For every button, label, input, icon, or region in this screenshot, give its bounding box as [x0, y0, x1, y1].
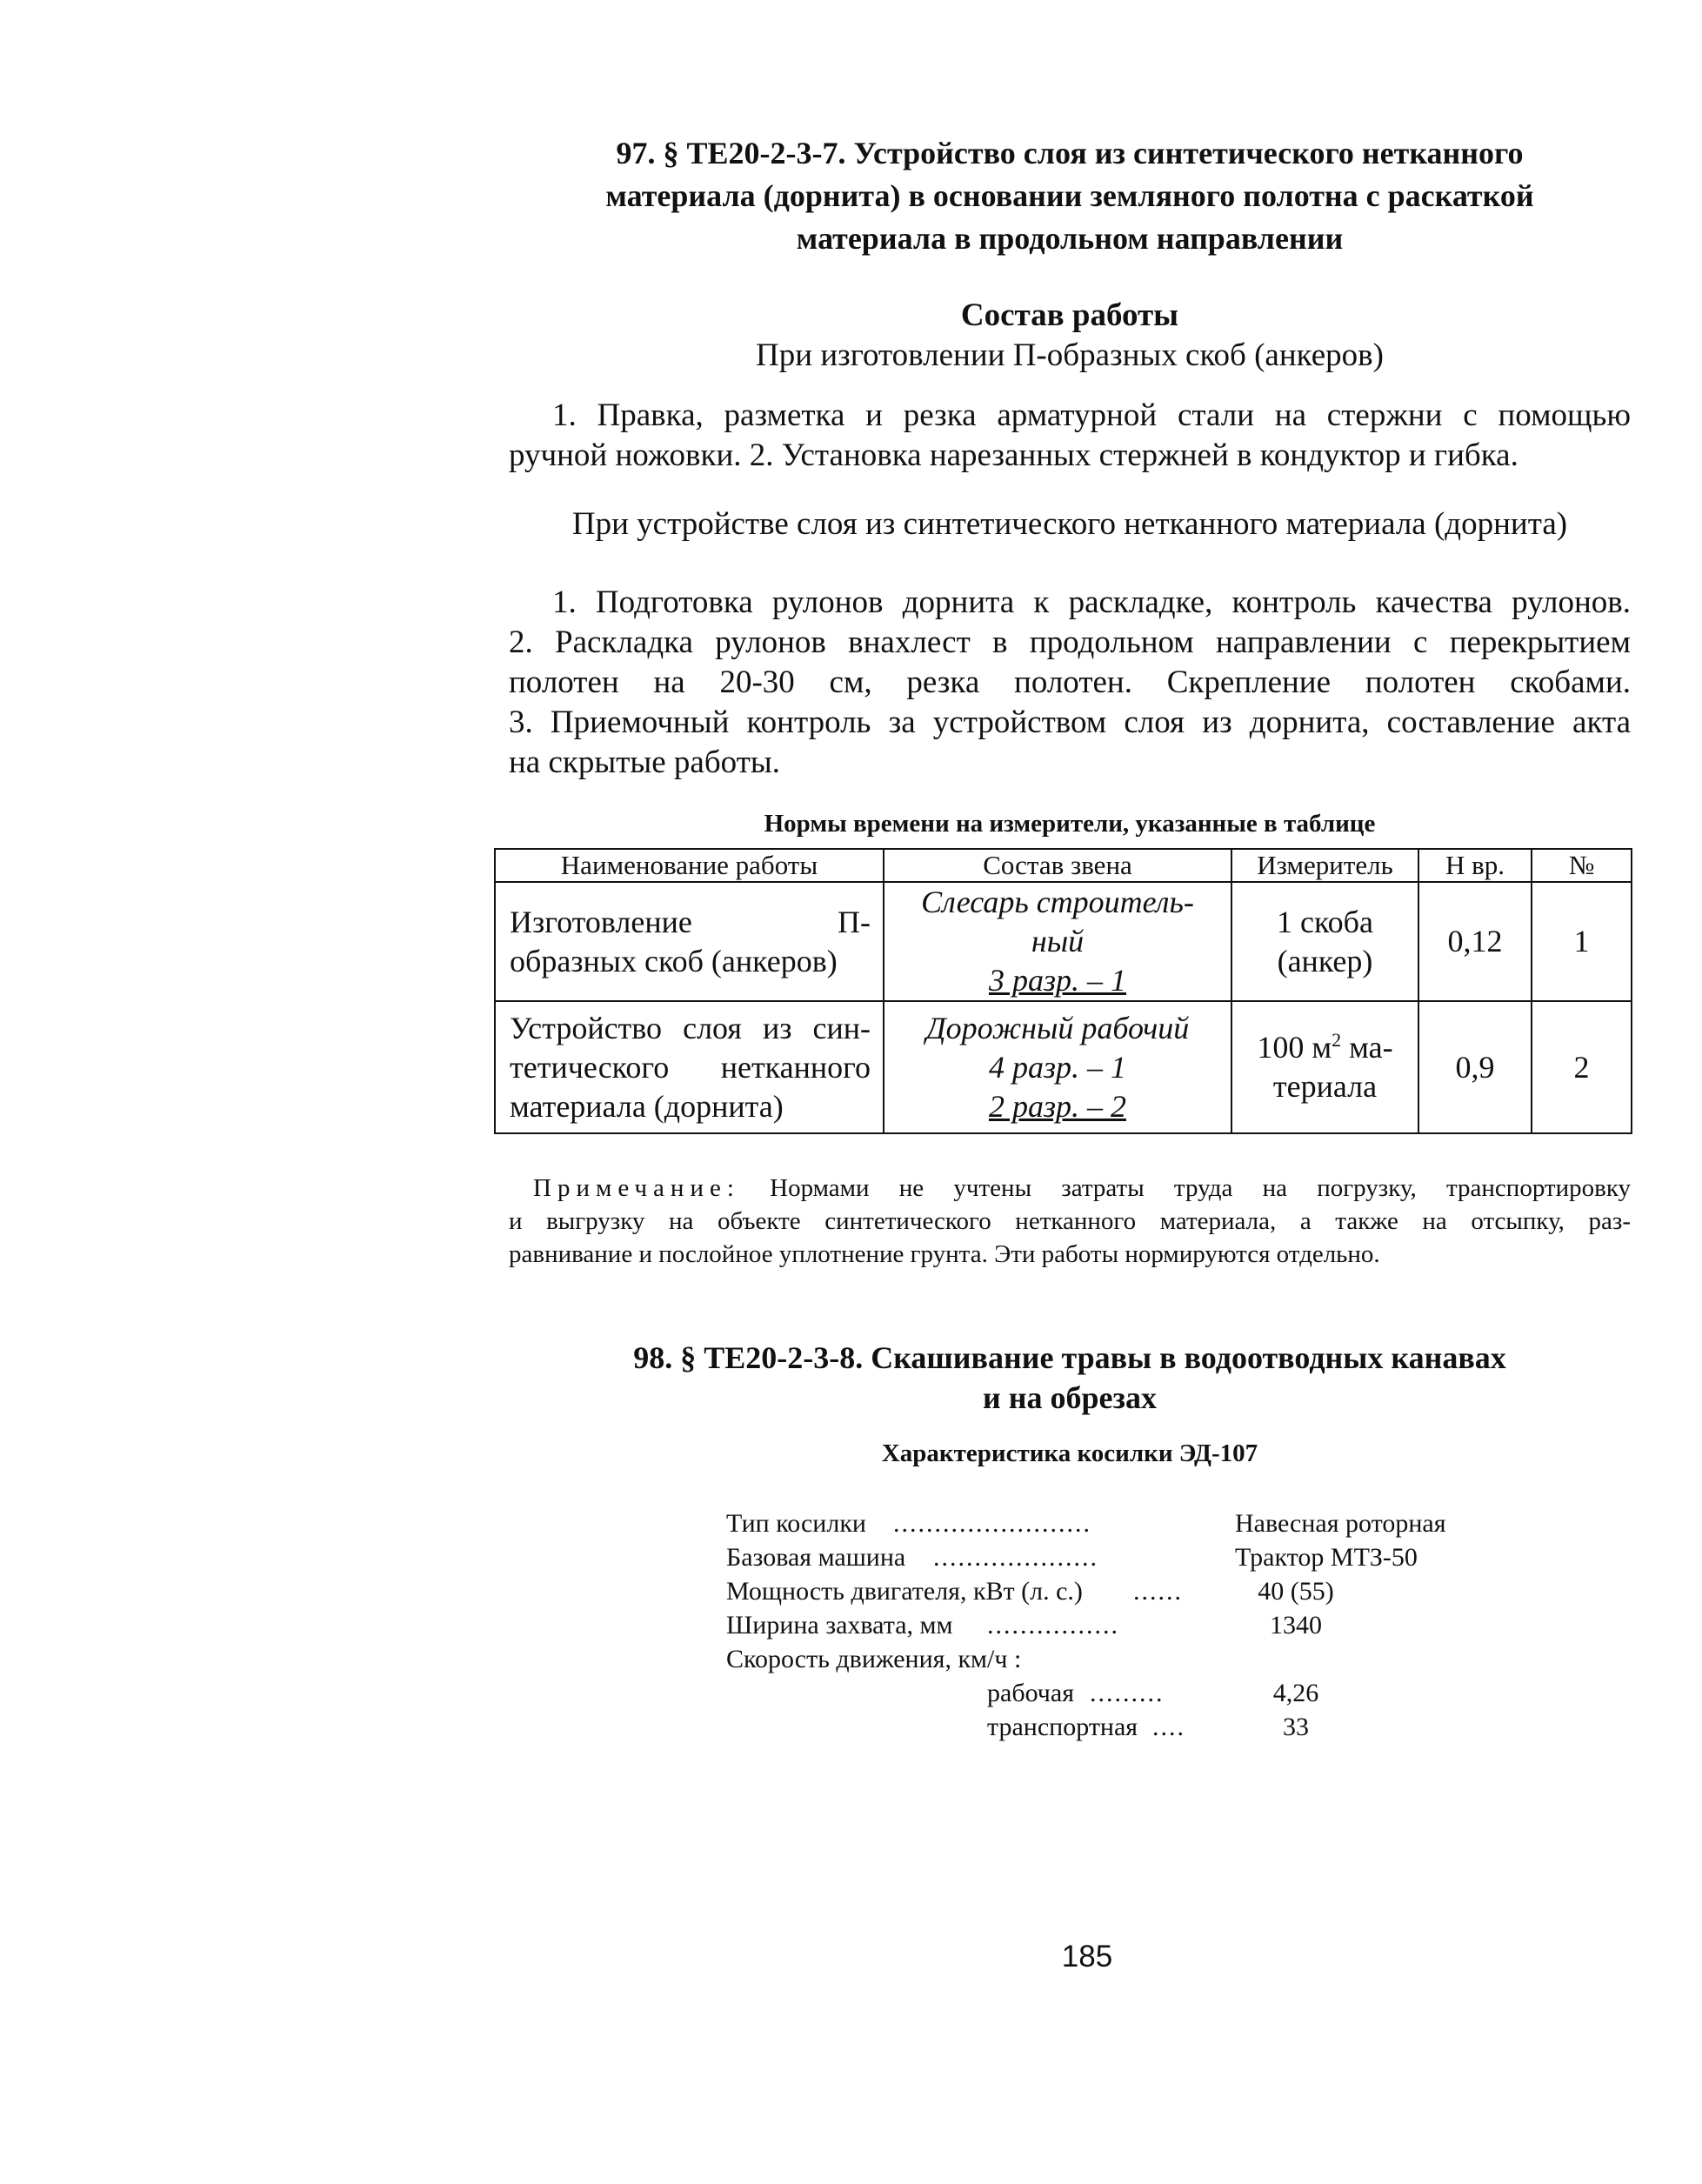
note-line — [509, 1172, 1631, 1205]
paragraph-line: 2. Раскладка рулонов внахлест в продольном направлении с перекрытием — [509, 624, 1631, 660]
cell-line — [1239, 1028, 1411, 1067]
cell-line: Устройство слоя из син- — [510, 1010, 871, 1045]
cell-line: материала (дорнита) — [510, 1088, 784, 1124]
spec-label: рабочая — [987, 1679, 1075, 1707]
section-97-title — [509, 132, 1631, 260]
cell-unit — [1231, 882, 1418, 1001]
spec-value: Навесная роторная — [1235, 1509, 1446, 1538]
cell-work-name — [495, 1001, 884, 1133]
cell-line: образных скоб (анкеров) — [510, 943, 838, 978]
spec-row — [726, 1642, 1509, 1676]
composition-title: Состав работы — [960, 297, 1179, 333]
table-row — [495, 1001, 1632, 1133]
paragraph-anchors — [509, 396, 1631, 476]
composition-subtitle: При изготовлении П-образных скоб (анкеров) — [756, 337, 1384, 373]
paragraph-line: ручной ножовки. 2. Установка нарезанных стержней в кондуктор и гибка. — [509, 437, 1518, 473]
header-work-name: Наименование работы — [495, 849, 884, 882]
table-row — [495, 882, 1632, 1001]
section-98-title-line: и на обрезах — [983, 1380, 1157, 1415]
spec-row — [726, 1506, 1509, 1540]
paragraph-line: 1. Подготовка рулонов дорнита к раскладке, контроль качества рулонов. — [552, 584, 1631, 620]
spec-row — [726, 1574, 1509, 1608]
cell-norm: 0,12 — [1418, 882, 1532, 1001]
spec-value: Трактор МТЗ-50 — [1235, 1543, 1418, 1572]
header-team: Состав звена — [884, 849, 1231, 882]
unit-text: ма- — [1341, 1030, 1393, 1065]
note-line: равнивание и послойное уплотнение грунта. Эти работы нормируются отдельно. — [509, 1240, 1380, 1268]
cell-number: 1 — [1532, 882, 1632, 1001]
section-97-title-line: 97. § ТЕ20-2-3-7. Устройство слоя из синтетического нетканного — [616, 136, 1524, 170]
cell-line: 3 разр. – 1 — [988, 963, 1127, 998]
spec-label: Тип косилки — [726, 1509, 866, 1538]
paragraph-dornit-steps — [509, 583, 1631, 783]
table-note — [509, 1172, 1631, 1271]
note-line: и выгрузку на объекте синтетического нетканного материала, а также на отсыпку, раз- — [509, 1207, 1631, 1235]
cell-line: (анкер) — [1277, 943, 1373, 978]
table-title: Нормы времени на измерители, указанные в таблице — [764, 810, 1376, 838]
spec-label: Скорость движения, км/ч : — [726, 1645, 1022, 1673]
cell-line: ный — [1031, 924, 1085, 958]
paragraph-line: на скрытые работы. — [509, 745, 780, 780]
spec-dots: .... — [1152, 1713, 1185, 1741]
section-97-title-line: материала в продольном направлении — [796, 221, 1344, 256]
section-97-title-line: материала (дорнита) в основании земляного полотна с раскаткой — [605, 178, 1534, 213]
spec-row — [726, 1608, 1509, 1642]
paragraph-line: 3. Приемочный контроль за устройством слоя из дорнита, составление акта — [509, 705, 1631, 740]
cell-line: Слесарь строитель- — [921, 885, 1194, 919]
spec-value: 40 (55) — [1258, 1577, 1334, 1606]
paragraph-dornit-heading: При устройстве слоя из синтетического нетканного материала (дорнита) — [571, 506, 1568, 542]
cell-norm: 0,9 — [1418, 1001, 1532, 1133]
note-label: Примечание: — [533, 1174, 740, 1202]
cell-line: Изготовление П- — [510, 904, 871, 939]
spec-value: 1340 — [1270, 1611, 1322, 1640]
spec-label: транспортная — [987, 1713, 1138, 1741]
norms-table — [494, 848, 1632, 1134]
cell-team — [884, 882, 1231, 1001]
cell-line: 1 скоба — [1277, 904, 1373, 939]
spec-value: 33 — [1283, 1713, 1309, 1741]
spec-label: Ширина захвата, мм — [726, 1611, 953, 1640]
spec-value: 4,26 — [1272, 1679, 1319, 1707]
cell-line: Дорожный рабочий — [925, 1010, 1190, 1045]
spec-label: Базовая машина — [726, 1543, 906, 1572]
header-unit: Измеритель — [1231, 849, 1418, 882]
table-header-row — [495, 849, 1632, 882]
header-number: № — [1532, 849, 1632, 882]
paragraph-line: 1. Правка, разметка и резка арматурной стали на стержни с помощью — [552, 397, 1631, 433]
paragraph-line: полотен на 20-30 см, резка полотен. Скрепление полотен скобами. — [509, 665, 1631, 700]
cell-line: териала — [1272, 1069, 1378, 1104]
characteristics-title: Характеристика косилки ЭД-107 — [881, 1439, 1258, 1467]
unit-text: 100 м — [1257, 1030, 1332, 1065]
spec-row — [726, 1676, 1509, 1710]
cell-team — [884, 1001, 1231, 1133]
cell-unit — [1231, 1001, 1418, 1133]
spec-dots: .................... — [933, 1543, 1098, 1572]
spec-dots: ................ — [987, 1611, 1119, 1640]
cell-line: 2 разр. – 2 — [988, 1088, 1127, 1124]
mower-specs — [726, 1506, 1509, 1744]
cell-line: 4 разр. – 1 — [988, 1049, 1127, 1085]
spec-row — [726, 1710, 1509, 1744]
header-norm: Н вр. — [1418, 849, 1532, 882]
unit-superscript: 2 — [1332, 1029, 1342, 1051]
spec-dots: ......... — [1090, 1679, 1165, 1707]
spec-label: Мощность двигателя, кВт (л. с.) — [726, 1577, 1083, 1606]
section-98-title-line: 98. § ТЕ20-2-3-8. Скашивание травы в водоотводных канавах — [633, 1340, 1506, 1375]
cell-line: тетического нетканного — [510, 1049, 871, 1085]
note-text: Нормами не учтены затраты труда на погрузку, транспортировку — [770, 1174, 1631, 1202]
cell-number: 2 — [1532, 1001, 1632, 1133]
spec-row — [726, 1540, 1509, 1574]
spec-dots: ...... — [1133, 1577, 1183, 1606]
page-number: 185 — [1061, 1940, 1113, 1974]
spec-dots: ........................ — [893, 1509, 1091, 1538]
cell-work-name — [495, 882, 884, 1001]
section-98-title — [509, 1338, 1631, 1418]
